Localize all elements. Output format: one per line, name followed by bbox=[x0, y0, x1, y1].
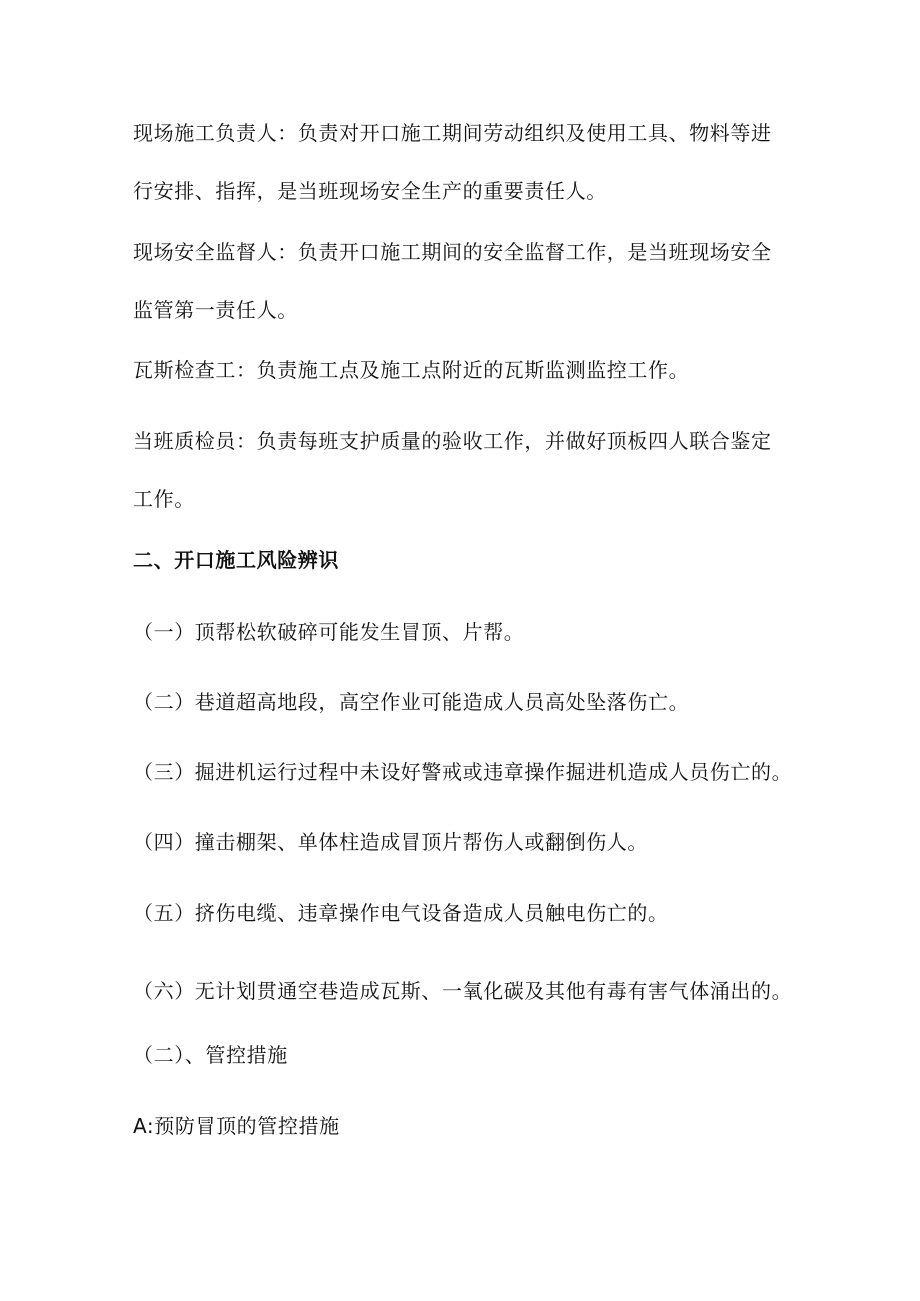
subsection-roof-fall-prevention: A:预防冒顶的管控措施 bbox=[133, 1114, 340, 1138]
responsibility-site-safety-supervisor: 现场安全监督人：负责开口施工期间的安全监督工作，是当班现场安全监管第一责任人。 bbox=[133, 240, 772, 322]
risk-item-3: （三）掘进机运行过程中未设好警戒或违章操作掘进机造成人员伤亡的。 bbox=[133, 760, 793, 784]
responsibility-shift-quality-inspector: 当班质检员：负责每班支护质量的验收工作，并做好顶板四人联合鉴定工作。 bbox=[133, 429, 772, 511]
section-heading-risk-identification: 二、开口施工风险辨识 bbox=[133, 548, 339, 572]
responsibility-site-construction-leader: 现场施工负责人：负责对开口施工期间劳动组织及使用工具、物料等进行安排、指挥，是当班现场安全生产的重要责任人。 bbox=[133, 121, 772, 203]
risk-item-5: （五）挤伤电缆、违章操作电气设备造成人员触电伤亡的。 bbox=[133, 901, 669, 925]
subheading-control-measures: （二）、管控措施 bbox=[133, 1043, 288, 1067]
risk-item-4: （四）撞击棚架、单体柱造成冒顶片帮伤人或翻倒伤人。 bbox=[133, 830, 648, 854]
risk-item-2: （二）巷道超高地段，高空作业可能造成人员高处坠落伤亡。 bbox=[133, 690, 690, 714]
risk-item-1: （一）顶帮松软破碎可能发生冒顶、片帮。 bbox=[133, 620, 525, 644]
risk-item-6: （六）无计划贯通空巷造成瓦斯、一氧化碳及其他有毒有害气体涌出的。 bbox=[133, 979, 793, 1003]
responsibility-gas-inspector: 瓦斯检查工：负责施工点及施工点附近的瓦斯监测监控工作。 bbox=[133, 358, 690, 382]
